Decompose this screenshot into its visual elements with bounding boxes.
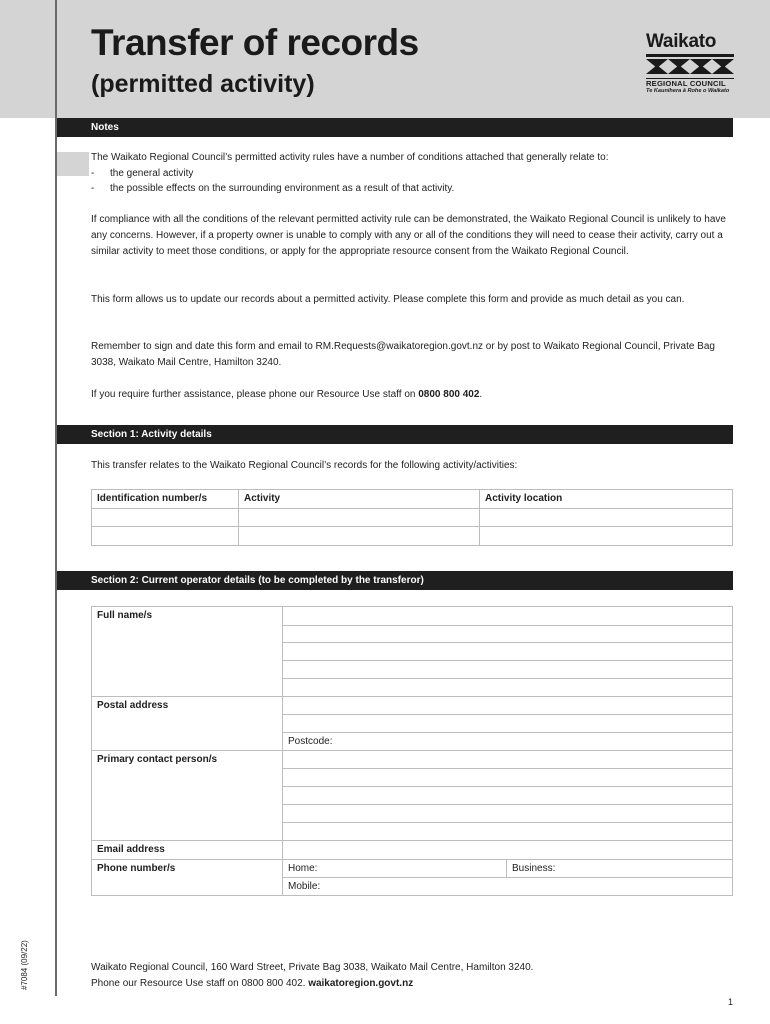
col-activity: Activity	[239, 490, 480, 509]
postcode-field[interactable]: Postcode:	[283, 733, 733, 751]
footer-contact	[91, 976, 413, 992]
primary-contact-field[interactable]	[283, 751, 733, 769]
full-name-field[interactable]	[283, 679, 733, 697]
full-name-field[interactable]	[283, 643, 733, 661]
phone-label: Phone number/s	[92, 860, 283, 896]
page-number: 1	[728, 997, 734, 1007]
table-row	[92, 697, 733, 715]
bullet-text: the possible effects on the surrounding environment as a result of that activity.	[110, 183, 455, 194]
business-phone-field[interactable]: Business:	[507, 860, 733, 878]
website-link[interactable]: waikatoregion.govt.nz	[308, 978, 414, 989]
activity-table	[91, 489, 733, 546]
identification-cell[interactable]	[92, 527, 239, 546]
email-label: Email address	[92, 841, 283, 860]
notes-compliance-paragraph: If compliance with all the conditions of the relevant permitted activity rule can be demonstrated, the Waikato Regional Council is unlikely to have any concerns. However, if a property owner is unable to comply with any or all of the conditions they will need to cease their activity, carry out a similar activity to meet those conditions, or apply for the appropriate resource consent from the Waikato Regional Council.	[91, 214, 726, 257]
primary-contact-field[interactable]	[283, 787, 733, 805]
table-row	[92, 509, 733, 527]
waikato-logo	[640, 32, 740, 94]
primary-contact-label: Primary contact person/s	[92, 751, 283, 841]
activity-cell[interactable]	[239, 509, 480, 527]
page-title: Transfer of records	[91, 22, 419, 63]
logo-council: REGIONAL COUNCIL	[646, 78, 734, 88]
footer-phone: Phone our Resource Use staff on 0800 800 402.	[91, 978, 309, 989]
primary-contact-field[interactable]	[283, 823, 733, 841]
notes-form-paragraph: This form allows us to update our records about a permitted activity. Please complete this form and provide as much detail as you can.	[91, 294, 685, 305]
table-row	[92, 751, 733, 769]
logo-maori-name: Te Kaunihera ā Rohe o Waikato	[646, 88, 730, 95]
activity-cell[interactable]	[239, 527, 480, 546]
help-text: If you require further assistance, please phone our Resource Use staff on	[91, 389, 419, 400]
full-name-field[interactable]	[283, 626, 733, 643]
section1-heading: Section 1: Activity details	[57, 425, 733, 444]
email-field[interactable]	[283, 841, 733, 860]
identification-cell[interactable]	[92, 509, 239, 527]
postal-address-field[interactable]	[283, 697, 733, 715]
section1-intro: This transfer relates to the Waikato Regional Council’s records for the following activity/activities:	[91, 460, 518, 471]
activity-location-cell[interactable]	[480, 509, 733, 527]
table-row	[92, 607, 733, 626]
full-name-field[interactable]	[283, 661, 733, 679]
logo-wave-icon	[646, 54, 734, 76]
bullet-text: the general activity	[110, 168, 194, 179]
col-identification: Identification number/s	[92, 490, 239, 509]
help-suffix: .	[479, 389, 483, 400]
primary-contact-field[interactable]	[283, 805, 733, 823]
postal-address-field[interactable]	[283, 715, 733, 733]
help-phone: 0800 800 402	[418, 389, 480, 400]
footer-address: Waikato Regional Council, 160 Ward Street, Private Bag 3038, Waikato Mail Centre, Hamilton 3240.	[91, 962, 534, 973]
notes-bullet: - the possible effects on the surrounding environment as a result of that activity.	[91, 183, 455, 194]
side-tab-marker	[57, 152, 89, 176]
operator-details-table	[91, 606, 733, 896]
notes-remember-paragraph: Remember to sign and date this form and email to RM.Requests@waikatoregion.govt.nz or by post to Waikato Regional Council, Private Bag 3038, Waikato Mail Centre, Hamilton 3240.	[91, 341, 715, 368]
col-activity-location: Activity location	[480, 490, 733, 509]
activity-location-cell[interactable]	[480, 527, 733, 546]
notes-intro: The Waikato Regional Council’s permitted activity rules have a number of conditions attached that generally relate to:	[91, 152, 609, 163]
page-subtitle: (permitted activity)	[91, 70, 315, 98]
form-reference: #7084 (09/22)	[20, 940, 29, 990]
mobile-phone-field[interactable]: Mobile:	[283, 878, 733, 896]
full-name-label: Full name/s	[92, 607, 283, 697]
notes-heading: Notes	[57, 118, 733, 137]
postal-address-label: Postal address	[92, 697, 283, 751]
notes-bullet: - the general activity	[91, 168, 194, 179]
table-row	[92, 527, 733, 546]
table-row	[92, 841, 733, 860]
primary-contact-field[interactable]	[283, 769, 733, 787]
full-name-field[interactable]	[283, 607, 733, 626]
logo-name: Waikato	[646, 31, 717, 52]
left-margin-rule	[55, 0, 57, 996]
table-row	[92, 860, 733, 878]
table-header-row	[92, 490, 733, 509]
notes-help-paragraph	[91, 387, 731, 403]
section2-heading: Section 2: Current operator details (to be completed by the transferor)	[57, 571, 733, 590]
home-phone-field[interactable]: Home:	[283, 860, 507, 878]
